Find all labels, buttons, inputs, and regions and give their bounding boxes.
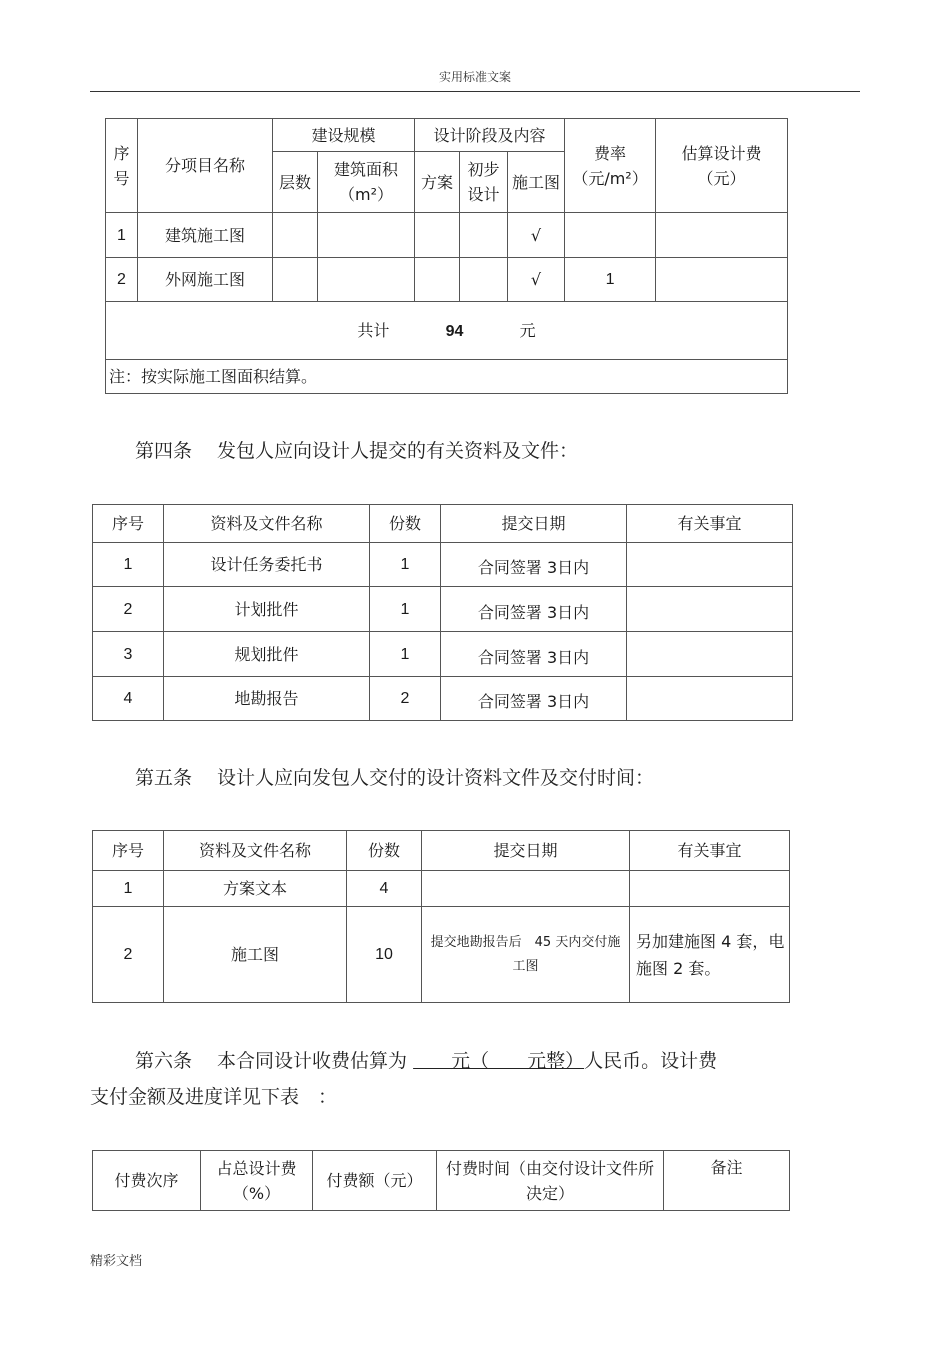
article-6-line2: 支付金额及进度详见下表 ： xyxy=(90,1086,338,1108)
col-fee: 估算设计费 （元） xyxy=(656,119,788,213)
col-prelim: 初步设计 xyxy=(460,152,508,213)
check-mark: √ xyxy=(508,258,565,302)
client-documents-table: 序号 资料及文件名称 份数 提交日期 有关事宜 1 设计任务委托书 1 合同签署 3日内 2 计划批件 1 合同签署 3日内 3 规划批件 1 合同签署 3日内 4 地勘报告 2 合同签署 3日内 xyxy=(92,504,793,721)
check-mark: √ xyxy=(508,213,565,258)
deliverables-table: 序号 资料及文件名称 份数 提交日期 有关事宜 1 方案文本 4 2 施工图 10 提交地勘报告后 45 天内交付施工图 另加建施图 4 套，电施图 2 套。 xyxy=(92,830,790,1003)
total-value: 94 xyxy=(445,322,464,340)
grp-stage: 设计阶段及内容 xyxy=(415,119,565,152)
col-seq: 序号 xyxy=(106,119,138,213)
article-6: 第六条 本合同设计收费估算为 元（ 元整）人民币。设计费 xyxy=(135,1050,718,1072)
table-row: 1 建筑施工图 √ xyxy=(106,213,788,258)
table-note: 注：按实际施工图面积结算。 xyxy=(106,360,788,394)
col-name: 分项目名称 xyxy=(138,119,273,213)
header-rule xyxy=(90,91,860,92)
table-row: 3 规划批件 1 合同签署 3日内 xyxy=(93,632,793,677)
table-row: 2 施工图 10 提交地勘报告后 45 天内交付施工图 另加建施图 4 套，电施图 2 套。 xyxy=(93,907,790,1003)
design-fee-table xyxy=(105,118,788,394)
article-4: 第四条 发包人应向设计人提交的有关资料及文件： xyxy=(135,440,579,462)
payment-schedule-table: 付费次序 占总设计费（%） 付费额（元） 付费时间（由交付设计文件所决定） 备注 xyxy=(92,1150,790,1211)
col-floors: 层数 xyxy=(273,152,318,213)
total-unit: 元 xyxy=(519,320,536,340)
col-area: 建筑面积 （m²） xyxy=(318,152,415,213)
table-row: 4 地勘报告 2 合同签署 3日内 xyxy=(93,677,793,721)
fee-blank: 元（ 元整） xyxy=(413,1050,585,1072)
article-5: 第五条 设计人应向发包人交付的设计资料文件及交付时间： xyxy=(135,767,655,789)
grp-scale: 建设规模 xyxy=(273,119,415,152)
table-row: 2 计划批件 1 合同签署 3日内 xyxy=(93,587,793,632)
page-header: 实用标准文案 xyxy=(438,70,511,84)
col-scheme: 方案 xyxy=(415,152,460,213)
total-row xyxy=(106,302,788,360)
col-construct: 施工图 xyxy=(508,152,565,213)
col-rate: 费率 （元/m²） xyxy=(565,119,656,213)
total-label: 共计 xyxy=(357,320,390,340)
table-row: 1 方案文本 4 xyxy=(93,871,790,907)
page-footer: 精彩文档 xyxy=(90,1254,143,1269)
table-row: 2 外网施工图 √ 1 xyxy=(106,258,788,302)
table-row: 1 设计任务委托书 1 合同签署 3日内 xyxy=(93,543,793,587)
